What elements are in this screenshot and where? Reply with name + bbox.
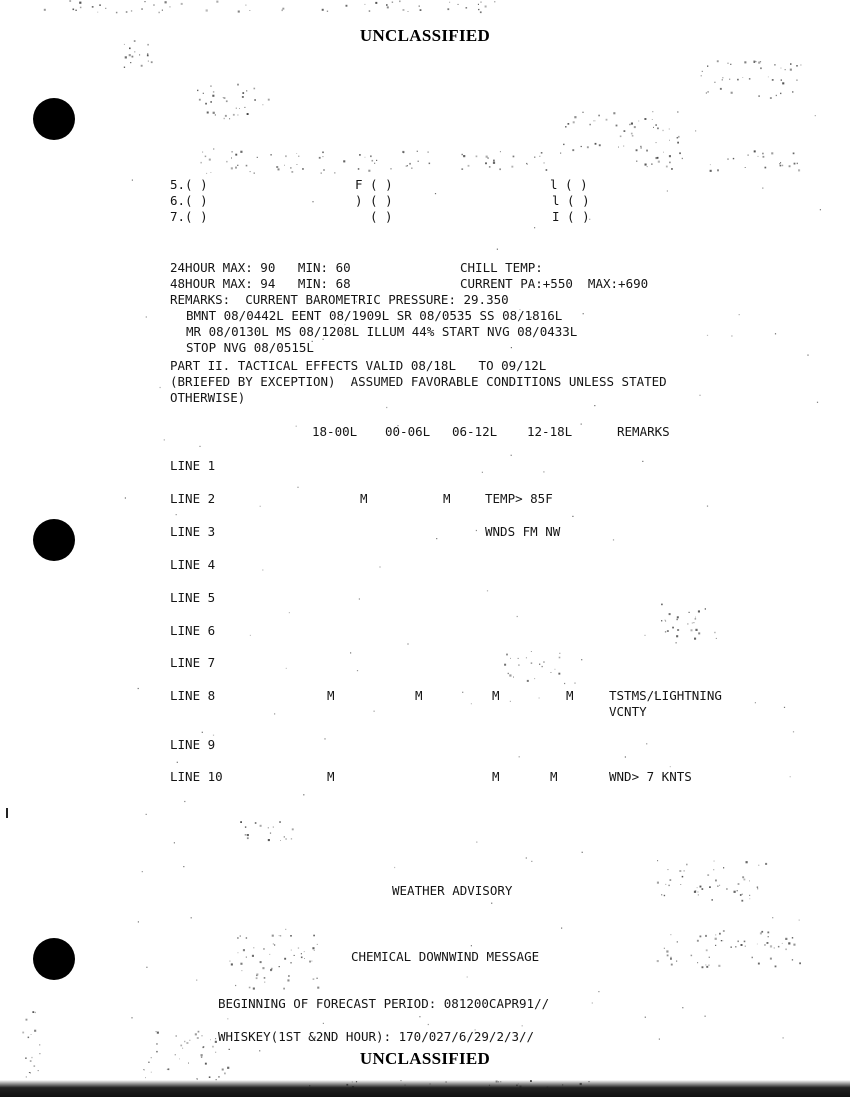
line-8-00-06: M: [415, 688, 423, 703]
line-10-12-18: M: [550, 769, 558, 784]
line-4-label: LINE 4: [170, 557, 216, 572]
table-header-06-12: 06-12L: [452, 424, 498, 439]
code-row-5-col3: l ( ): [550, 177, 588, 192]
classification-footer: UNCLASSIFIED: [359, 1049, 491, 1068]
line-2-remarks: TEMP> 85F: [485, 491, 553, 506]
chill-temp: CHILL TEMP:: [460, 260, 543, 275]
line-6-label: LINE 6: [170, 623, 216, 638]
chemical-downwind-title: CHEMICAL DOWNWIND MESSAGE: [351, 949, 540, 964]
line-8-label: LINE 8: [170, 688, 216, 703]
table-header-18-00: 18-00L: [312, 424, 358, 439]
weather-advisory-title: WEATHER ADVISORY: [392, 883, 513, 898]
classification-header: UNCLASSIFIED: [359, 26, 491, 45]
current-pa: CURRENT PA:+550 MAX:+690: [460, 276, 649, 291]
punch-hole-bottom: [33, 938, 75, 980]
line-10-label: LINE 10: [170, 769, 223, 784]
line-3-remarks: WNDS FM NW: [485, 524, 561, 539]
line-10-remarks: WND> 7 KNTS: [609, 769, 692, 784]
line-2-06-12: M: [443, 491, 451, 506]
line-8-06-12: M: [492, 688, 500, 703]
line-10-18-00: M: [327, 769, 335, 784]
table-header-12-18: 12-18L: [527, 424, 573, 439]
line-2-label: LINE 2: [170, 491, 216, 506]
line-10-06-12: M: [492, 769, 500, 784]
remarks-line: REMARKS: CURRENT BAROMETRIC PRESSURE: 29.350: [170, 292, 509, 307]
code-row-7-num: 7.( ): [170, 209, 208, 224]
line-8-remarks: TSTMS/LIGHTNING: [609, 688, 722, 703]
code-row-6-num: 6.( ): [170, 193, 208, 208]
briefed-line: (BRIEFED BY EXCEPTION) ASSUMED FAVORABLE CONDITIONS UNLESS STATED: [170, 374, 667, 389]
line-9-label: LINE 9: [170, 737, 216, 752]
line-8-remarks-cont: VCNTY: [609, 704, 647, 719]
astro-line-2: MR 08/0130L MS 08/1208L ILLUM 44% START NVG 08/0433L: [186, 324, 578, 339]
line-5-label: LINE 5: [170, 590, 216, 605]
24hour-line: 24HOUR MAX: 90 MIN: 60: [170, 260, 351, 275]
punch-hole-middle: [33, 519, 75, 561]
line-2-00-06: M: [360, 491, 368, 506]
line-8-18-00: M: [327, 688, 335, 703]
code-row-7-col2: ( ): [370, 209, 393, 224]
line-7-label: LINE 7: [170, 655, 216, 670]
punch-hole-top: [33, 98, 75, 140]
table-header-00-06: 00-06L: [385, 424, 431, 439]
code-row-5-col2: F ( ): [355, 177, 393, 192]
line-1-label: LINE 1: [170, 458, 216, 473]
table-header-remarks: REMARKS: [617, 424, 670, 439]
otherwise-line: OTHERWISE): [170, 390, 246, 405]
line-3-label: LINE 3: [170, 524, 216, 539]
edge-mark: [6, 808, 8, 818]
code-row-7-col3: I ( ): [552, 209, 590, 224]
part-ii-line: PART II. TACTICAL EFFECTS VALID 08/18L TO 09/12L: [170, 358, 547, 373]
48hour-line: 48HOUR MAX: 94 MIN: 68: [170, 276, 351, 291]
code-row-6-col2: ) ( ): [355, 193, 393, 208]
forecast-period-line: BEGINNING OF FORECAST PERIOD: 081200CAPR91//: [218, 996, 550, 1011]
astro-line-3: STOP NVG 08/0515L: [186, 340, 314, 355]
code-row-6-col3: l ( ): [552, 193, 590, 208]
line-8-12-18: M: [566, 688, 574, 703]
code-row-5-num: 5.( ): [170, 177, 208, 192]
astro-line-1: BMNT 08/0442L EENT 08/1909L SR 08/0535 SS 08/1816L: [186, 308, 563, 323]
scan-bottom-edge: [0, 1080, 850, 1097]
whiskey-line: WHISKEY(1ST &2ND HOUR): 170/027/6/29/2/3//: [218, 1029, 535, 1044]
